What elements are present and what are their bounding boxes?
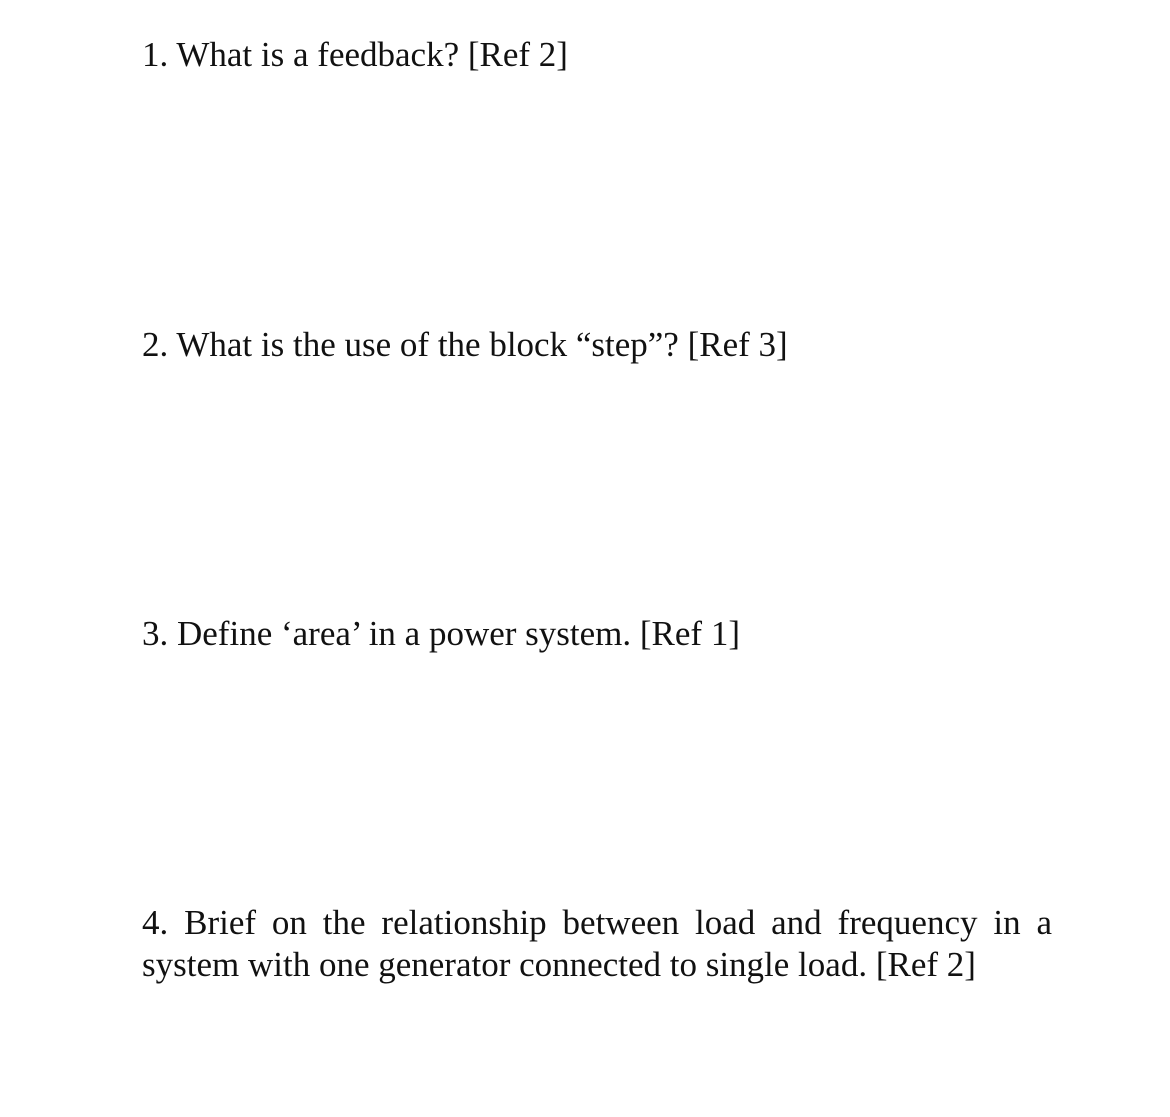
question-3: 3. Define ‘area’ in a power system. [Ref 1] <box>142 614 740 653</box>
question-1: 1. What is a feedback? [Ref 2] <box>142 35 568 74</box>
question-4: 4. Brief on the relationship between load and frequency in a system with one generator connected to single load. [Ref 2] <box>142 903 1052 984</box>
question-2: 2. What is the use of the block “step”? [Ref 3] <box>142 325 788 364</box>
